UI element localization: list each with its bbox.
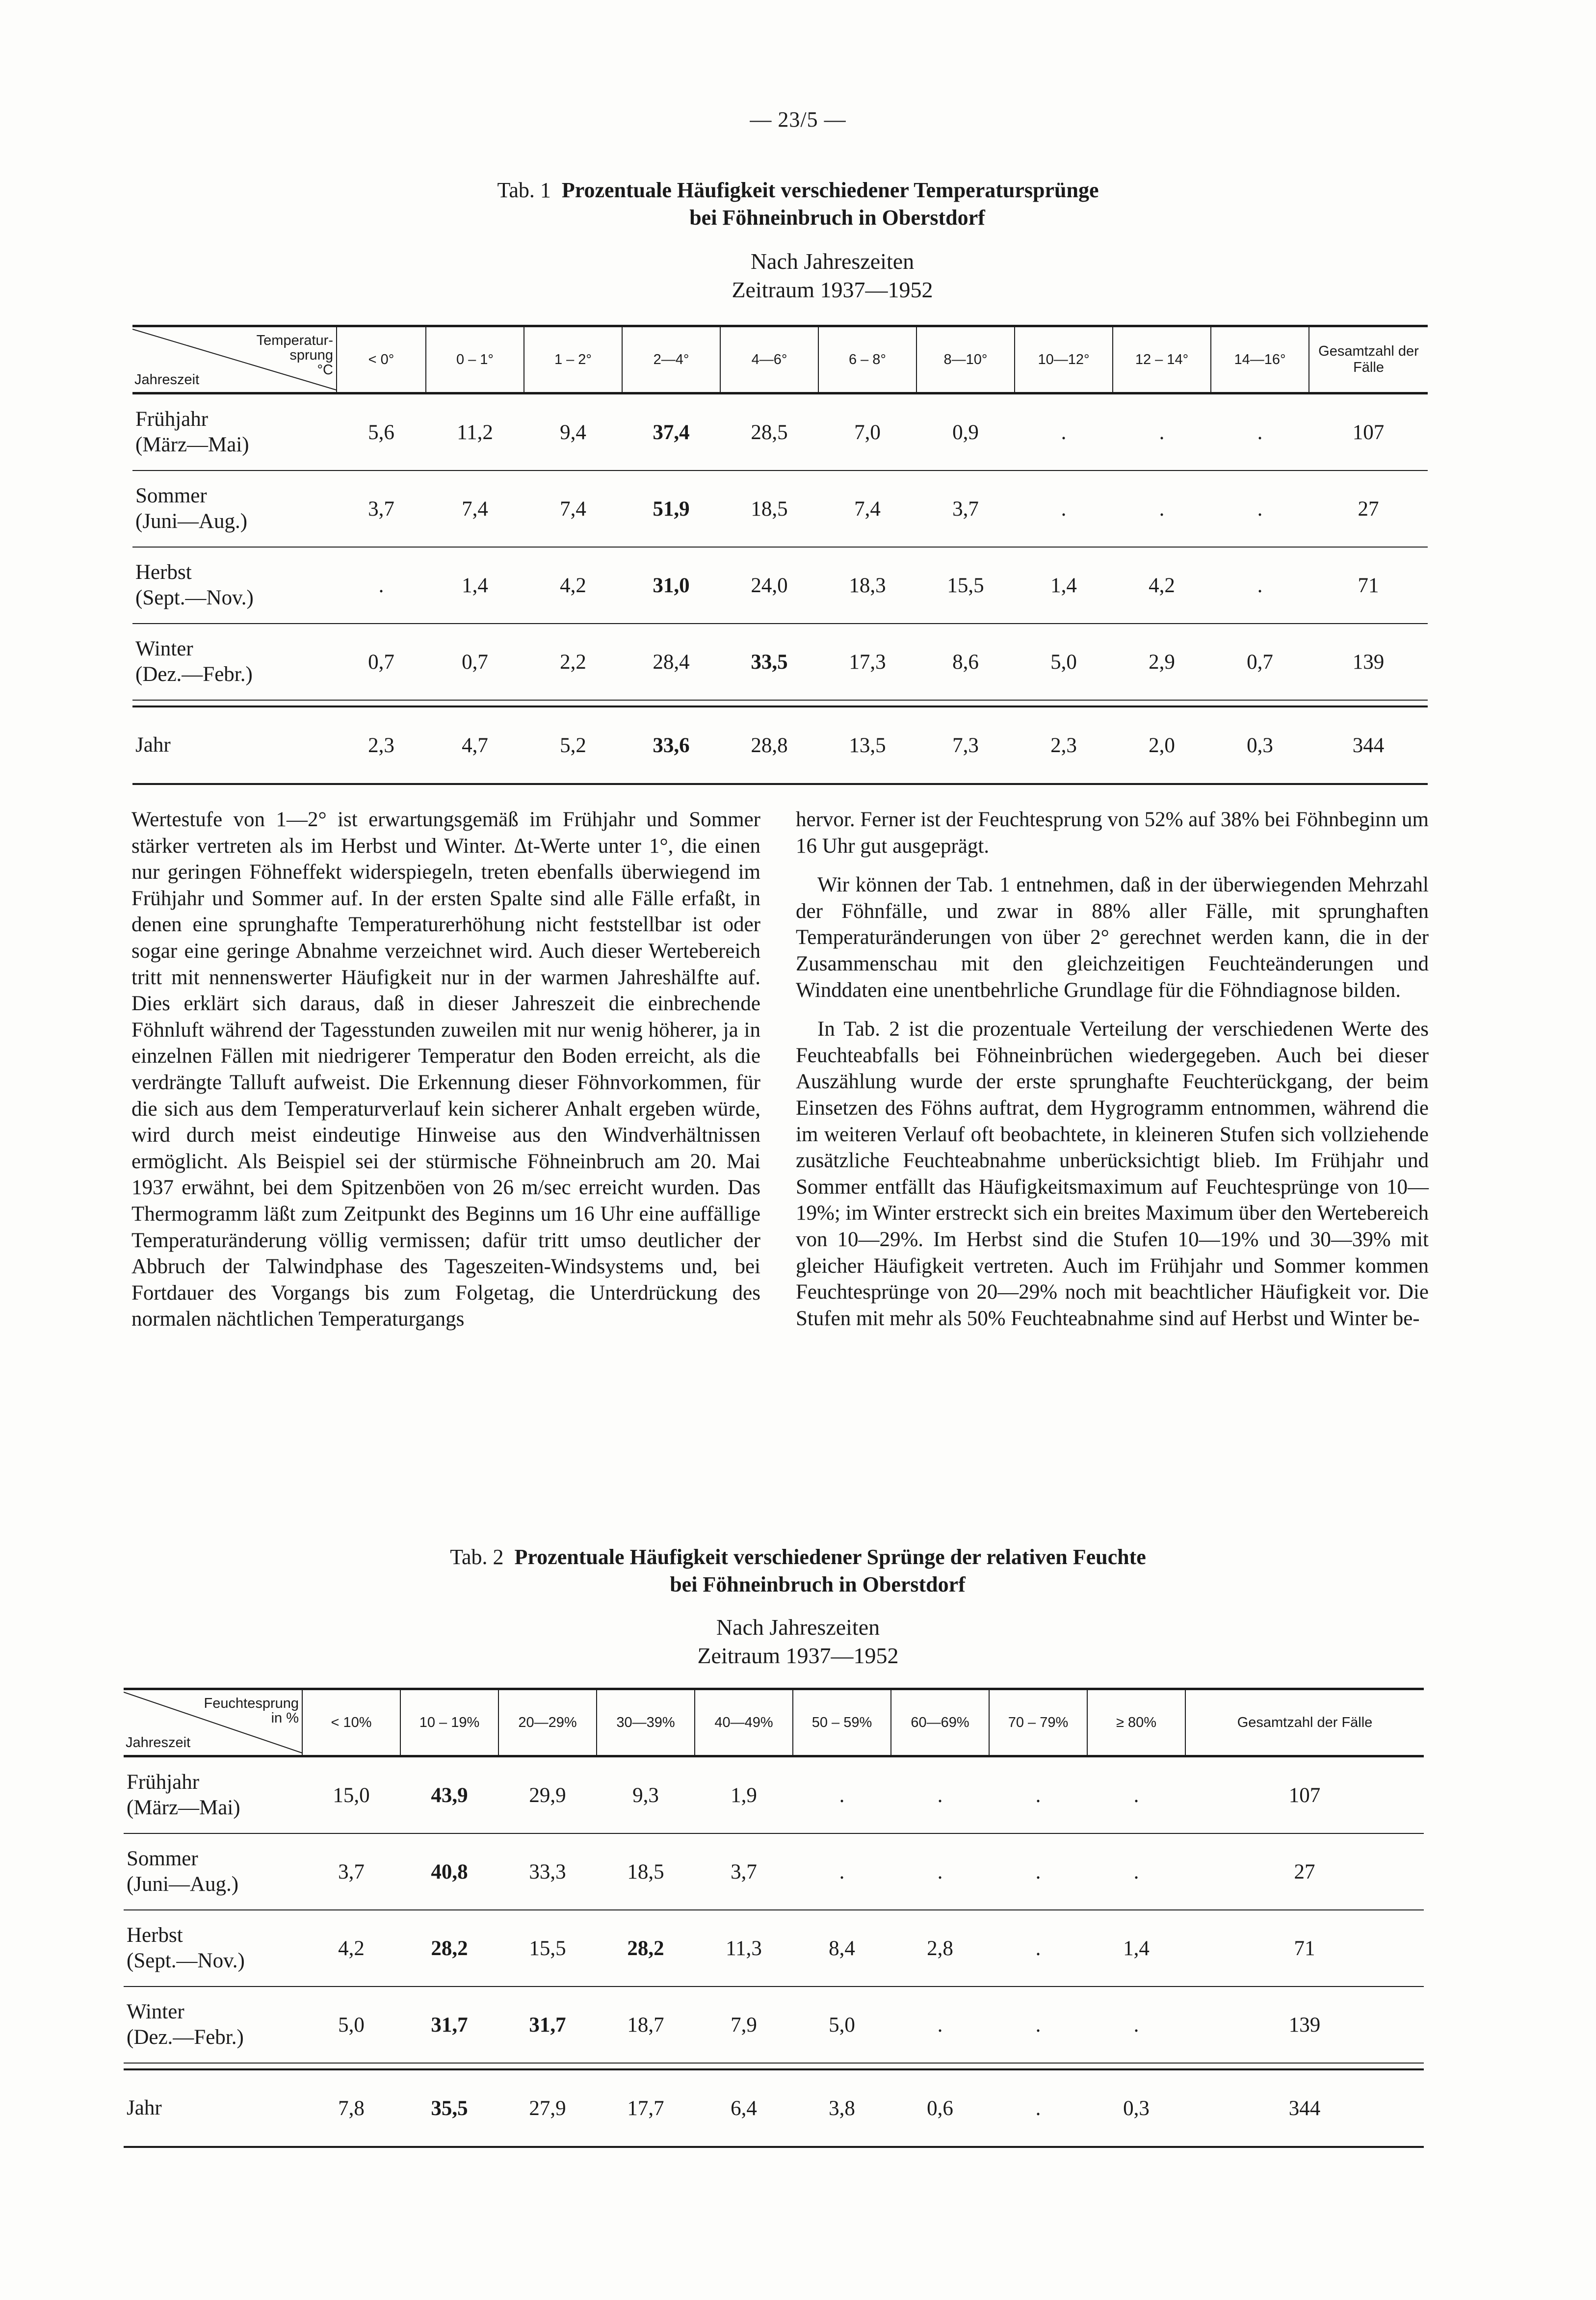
table-cell: 7,4 [426, 470, 524, 547]
table1-corner-bottom: Jahreszeit [134, 372, 200, 388]
row-label-season: Frühjahr [127, 1771, 200, 1794]
table1-col-header: 2—4° [622, 326, 720, 393]
table-cell: 51,9 [622, 470, 720, 547]
table1-corner-top-3: °C [317, 362, 333, 378]
row-label [124, 2069, 302, 2147]
table-cell: 28,4 [622, 624, 720, 700]
table1-title [0, 177, 1596, 232]
row-label [132, 547, 337, 624]
table-cell: 3,7 [302, 1833, 400, 1910]
table-row [124, 1756, 1424, 1834]
spacer-cell [132, 700, 1428, 706]
table-cell: 139 [1309, 624, 1428, 700]
table-cell: . [1113, 393, 1211, 471]
table-cell: 2,3 [337, 706, 426, 784]
table-row [124, 2069, 1424, 2147]
row-label [132, 624, 337, 700]
table-cell: 0,6 [891, 2069, 989, 2147]
table-cell: 15,5 [916, 547, 1015, 624]
table-cell: 7,3 [916, 706, 1015, 784]
right-paragraph-2: Wir können der Tab. 1 entnehmen, daß in der überwiegenden Mehrzahl der Föhnfälle, und zwar in 88% aller Fälle, mit sprunghaften Temperaturänderungen von über 2° gerechnet werden kann, die in der Zusammenschau mit den gleichzeitigen Feuchteänderungen und Winddaten eine unentbehrliche Grundlage für die Föhndiagnose bilden. [796, 873, 1429, 1002]
row-label-months: (Dez.—Febr.) [135, 663, 253, 686]
row-label-months: (März—Mai) [135, 433, 249, 456]
table-cell: . [989, 1756, 1087, 1834]
table-cell: 31,7 [498, 1986, 597, 2063]
table-cell: 1,4 [1015, 547, 1113, 624]
table-cell: 1,4 [1087, 1910, 1185, 1986]
table-cell: 6,4 [695, 2069, 793, 2147]
row-label [132, 470, 337, 547]
table-cell: . [891, 1756, 989, 1834]
left-paragraph: Wertestufe von 1—2° ist erwartungsgemäß im Frühjahr und Sommer stärker vertreten als im Herbst und Winter. Δt-Werte unter 1°, die einen nur geringen Föhneffekt widerspiegeln, treten ebenfalls überwiegend im Frühjahr und Sommer auf. In der ersten Spalte sind alle Fälle erfaßt, in denen eine sprunghafte Temperaturerhöhung nicht feststellbar ist oder sogar eine geringe Abnahme verzeichnet wird. Auch dieser Wertebereich tritt mit nennenswerter Häufigkeit nur in der warmen Jahreshälfte auf. Dies erklärt sich daraus, daß in dieser Jahreszeit die einbrechende Föhnluft während der Tagesstunden zuweilen mit nur wenig höherer, ja in einzelnen Fällen mit niedrigerer Temperatur den Boden erreicht, als die verdrängte Talluft aufweist. Die Erkennung dieser Föhnvorkommen, für die sich aus dem Temperaturverlauf kein sicherer Anhalt ergeben würde, wird durch meist eindeutige Hinweise aus den Windverhältnissen ermöglicht. Als Beispiel sei der stürmische Föhneinbruch am 20. Mai 1937 erwähnt, bei dem Spitzenböen von 26 m/sec erreicht wurden. Das Thermogramm läßt zum Zeitpunkt des Beginns um 16 Uhr eine auffällige Temperaturänderung völlig vermissen; dafür tritt umso deutlicher der Abbruch der Talwindphase des Tageszeiten-Windsystems und, bei Fortdauer des Vorgangs bis zum Folgetag, die Unterdrückung des normalen nächtlichen Temperaturgangs [131, 808, 760, 1331]
table-cell: 0,3 [1211, 706, 1309, 784]
table2-subtitle [0, 1613, 1596, 1670]
table-cell: 1,4 [426, 547, 524, 624]
table-cell: 11,3 [695, 1910, 793, 1986]
row-label [124, 1833, 302, 1910]
table2-body [124, 1756, 1424, 2147]
table-cell: 5,2 [524, 706, 622, 784]
table-cell: . [1015, 393, 1113, 471]
table-cell: 18,5 [720, 470, 818, 547]
table-cell: 33,6 [622, 706, 720, 784]
table2-header [124, 1689, 1424, 1756]
table-cell: 0,9 [916, 393, 1015, 471]
table-cell: 7,8 [302, 2069, 400, 2147]
row-label-season: Herbst [127, 1924, 183, 1947]
table-cell: 28,5 [720, 393, 818, 471]
table-cell: . [1211, 547, 1309, 624]
row-spacer [132, 700, 1428, 706]
table-cell: 5,0 [1015, 624, 1113, 700]
table2-col-header: 50 – 59% [793, 1689, 891, 1756]
table1-header [132, 326, 1428, 393]
table-cell: . [1087, 1986, 1185, 2063]
table-cell: 29,9 [498, 1756, 597, 1834]
table-cell: . [989, 1833, 1087, 1910]
table2-col-header: < 10% [302, 1689, 400, 1756]
table-cell: 7,9 [695, 1986, 793, 2063]
table-cell: 17,3 [818, 624, 916, 700]
table-cell: 27 [1185, 1833, 1424, 1910]
right-column [796, 807, 1429, 1332]
table2-col-header: 40—49% [695, 1689, 793, 1756]
left-column [131, 807, 760, 1333]
row-label-season: Jahr [127, 2096, 162, 2119]
table-cell: 43,9 [400, 1756, 498, 1834]
spacer-cell [124, 2063, 1424, 2069]
table-row [132, 470, 1428, 547]
table-cell: 9,3 [597, 1756, 695, 1834]
table2 [124, 1688, 1424, 2148]
table-cell: . [1015, 470, 1113, 547]
table-row [132, 624, 1428, 700]
table-cell: . [793, 1833, 891, 1910]
table-cell: 344 [1309, 706, 1428, 784]
table-cell: 0,7 [337, 624, 426, 700]
table1-col-header: 14—16° [1211, 326, 1309, 393]
table-cell: 7,4 [524, 470, 622, 547]
row-label-season: Herbst [135, 561, 192, 584]
table-cell: 3,7 [695, 1833, 793, 1910]
table-cell: . [1087, 1833, 1185, 1910]
table-cell: 33,5 [720, 624, 818, 700]
table-cell: 4,2 [524, 547, 622, 624]
table-cell: . [1211, 470, 1309, 547]
table-row [132, 706, 1428, 784]
table-row [132, 393, 1428, 471]
table-cell: 8,4 [793, 1910, 891, 1986]
table-cell: 31,7 [400, 1986, 498, 2063]
table2-col-header: 20—29% [498, 1689, 597, 1756]
table-cell: . [337, 547, 426, 624]
table-cell: 18,3 [818, 547, 916, 624]
table-cell: 5,0 [302, 1986, 400, 2063]
table2-title-line2: bei Föhneinbruch in Oberstdorf [670, 1572, 966, 1596]
table-cell: 13,5 [818, 706, 916, 784]
table-cell: 8,6 [916, 624, 1015, 700]
table1-col-header: 0 – 1° [426, 326, 524, 393]
table-cell: 0,3 [1087, 2069, 1185, 2147]
table-row [132, 547, 1428, 624]
right-paragraph-3: In Tab. 2 ist die prozentuale Verteilung der verschiedenen Werte des Feuchteabfalls bei Föhneinbrüchen wiedergegeben. Auch bei dieser Auszählung wurde der erste sprunghafte Feuchterückgang, der beim Einsetzen des Föhns auftrat, dem Hygrogramm entnommen, während die im weiteren Verlauf oft beobachtete, in kleineren Stufen sich vollziehende zusätzliche Feuchteabnahme unberücksichtigt blieb. Im Frühjahr und Sommer entfällt das Häufigkeitsmaximum auf Feuchtesprünge von 10—19%; im Winter erstreckt sich ein breites Maximum über den Wertebereich von 10—29%. Im Herbst sind die Stufen 10—19% und 30—39% mit gleicher Häufigkeit vertreten. Auch im Frühjahr und Sommer kommen Feuchtesprünge von 20—29% noch mit beachtlicher Häufigkeit vor. Die Stufen mit mehr als 50% Feuchteabnahme sind auf Herbst und Winter be- [796, 1018, 1429, 1330]
table1-subtitle1: Nach Jahreszeiten [750, 249, 915, 274]
table-cell: 28,2 [400, 1910, 498, 1986]
table-cell: 17,7 [597, 2069, 695, 2147]
table-cell: 71 [1309, 547, 1428, 624]
table1-title-line1: Prozentuale Häufigkeit verschiedener Temperatursprünge [561, 178, 1099, 202]
row-label-season: Winter [135, 637, 193, 660]
table-cell: . [989, 1910, 1087, 1986]
table1-col-header: < 0° [337, 326, 426, 393]
table2-col-header: 60—69% [891, 1689, 989, 1756]
table1-title-line2: bei Föhneinbruch in Oberstdorf [689, 206, 985, 230]
table1-corner [132, 326, 337, 393]
table-cell: 2,9 [1113, 624, 1211, 700]
table-row [124, 1833, 1424, 1910]
table-cell: 7,0 [818, 393, 916, 471]
table1-corner-top-1: Temperatur- [256, 333, 333, 348]
table-cell: 1,9 [695, 1756, 793, 1834]
table1 [132, 325, 1428, 785]
row-label-months: (Juni—Aug.) [135, 510, 248, 533]
table-cell: . [1211, 393, 1309, 471]
row-label-months: (Sept.—Nov.) [135, 586, 254, 609]
table-cell: 27 [1309, 470, 1428, 547]
table-cell: . [891, 1986, 989, 2063]
table2-col-header: 10 – 19% [400, 1689, 498, 1756]
table-cell: 2,0 [1113, 706, 1211, 784]
table-cell: 5,6 [337, 393, 426, 471]
table-cell: 4,2 [1113, 547, 1211, 624]
table-row [124, 1910, 1424, 1986]
table-cell: 24,0 [720, 547, 818, 624]
row-label-months: (Juni—Aug.) [127, 1873, 239, 1896]
table-cell: 33,3 [498, 1833, 597, 1910]
table-cell: 0,7 [426, 624, 524, 700]
table1-col-header: 10—12° [1015, 326, 1113, 393]
table-cell: 11,2 [426, 393, 524, 471]
row-spacer [124, 2063, 1424, 2069]
table-cell: 28,2 [597, 1910, 695, 1986]
table-cell: 3,8 [793, 2069, 891, 2147]
row-label-season: Sommer [127, 1847, 198, 1870]
table1-col-header: 6 – 8° [818, 326, 916, 393]
row-label-season: Winter [127, 2000, 184, 2023]
table-cell: . [891, 1833, 989, 1910]
table-cell: . [793, 1756, 891, 1834]
table-cell: 7,4 [818, 470, 916, 547]
table2-col-header: ≥ 80% [1087, 1689, 1185, 1756]
right-paragraph-1: hervor. Ferner ist der Feuchtesprung von 52% auf 38% bei Föhnbeginn um 16 Uhr gut ausgeprägt. [796, 808, 1429, 858]
row-label [132, 706, 337, 784]
table2-col-header: Gesamtzahl der Fälle [1185, 1689, 1424, 1756]
row-label [132, 393, 337, 471]
table1-body [132, 393, 1428, 784]
table-cell: 3,7 [916, 470, 1015, 547]
table-cell: 27,9 [498, 2069, 597, 2147]
table-cell: . [989, 2069, 1087, 2147]
table-cell: 31,0 [622, 547, 720, 624]
table1-col-header: 1 – 2° [524, 326, 622, 393]
table-cell: . [1087, 1756, 1185, 1834]
table1-subtitle2: Zeitraum 1937—1952 [732, 277, 933, 302]
table1-subtitle [0, 247, 1596, 304]
table1-col-header: Gesamtzahl der Fälle [1309, 326, 1428, 393]
table-cell: 107 [1185, 1756, 1424, 1834]
table2-subtitle1: Nach Jahreszeiten [716, 1615, 880, 1640]
table-row [124, 1986, 1424, 2063]
table-cell: 35,5 [400, 2069, 498, 2147]
page-number: — 23/5 — [750, 107, 846, 131]
table2-corner-top-1: Feuchtesprung [204, 1696, 299, 1711]
table-cell: 107 [1309, 393, 1428, 471]
table-cell: 18,7 [597, 1986, 695, 2063]
row-label-months: (Dez.—Febr.) [127, 2026, 244, 2049]
table-cell: 4,7 [426, 706, 524, 784]
table2-corner-bottom: Jahreszeit [126, 1735, 191, 1751]
table1-col-header: 8—10° [916, 326, 1015, 393]
row-label-months: (März—Mai) [127, 1796, 240, 1819]
table-cell: 344 [1185, 2069, 1424, 2147]
table1-col-header: 12 – 14° [1113, 326, 1211, 393]
table-cell: 2,3 [1015, 706, 1113, 784]
table-cell: 37,4 [622, 393, 720, 471]
row-label-months: (Sept.—Nov.) [127, 1949, 245, 1972]
table2-title [0, 1543, 1596, 1598]
table-cell: 28,8 [720, 706, 818, 784]
table-cell: 15,5 [498, 1910, 597, 1986]
table-cell: 71 [1185, 1910, 1424, 1986]
table2-col-header: 30—39% [597, 1689, 695, 1756]
table2-label: Tab. 2 [450, 1545, 504, 1569]
row-label [124, 1986, 302, 2063]
table2-title-line1: Prozentuale Häufigkeit verschiedener Sprünge der relativen Feuchte [514, 1545, 1146, 1569]
row-label [124, 1756, 302, 1834]
row-label-season: Sommer [135, 484, 207, 507]
table-cell: 18,5 [597, 1833, 695, 1910]
table-cell: 139 [1185, 1986, 1424, 2063]
table-cell: . [989, 1986, 1087, 2063]
table-cell: 5,0 [793, 1986, 891, 2063]
table1-label: Tab. 1 [497, 178, 551, 202]
table2-col-header: 70 – 79% [989, 1689, 1087, 1756]
table2-corner-top-2: in % [271, 1710, 299, 1726]
table-cell: 15,0 [302, 1756, 400, 1834]
row-label [124, 1910, 302, 1986]
table-cell: 2,8 [891, 1910, 989, 1986]
table-cell: . [1113, 470, 1211, 547]
table-cell: 4,2 [302, 1910, 400, 1986]
row-label-season: Frühjahr [135, 408, 209, 431]
table1-corner-top-2: sprung [289, 347, 333, 363]
row-label-season: Jahr [135, 733, 171, 757]
table-cell: 0,7 [1211, 624, 1309, 700]
table-cell: 40,8 [400, 1833, 498, 1910]
table-cell: 9,4 [524, 393, 622, 471]
table-cell: 2,2 [524, 624, 622, 700]
table2-corner [124, 1689, 302, 1756]
table1-col-header: 4—6° [720, 326, 818, 393]
table2-subtitle2: Zeitraum 1937—1952 [697, 1643, 899, 1668]
table-cell: 3,7 [337, 470, 426, 547]
